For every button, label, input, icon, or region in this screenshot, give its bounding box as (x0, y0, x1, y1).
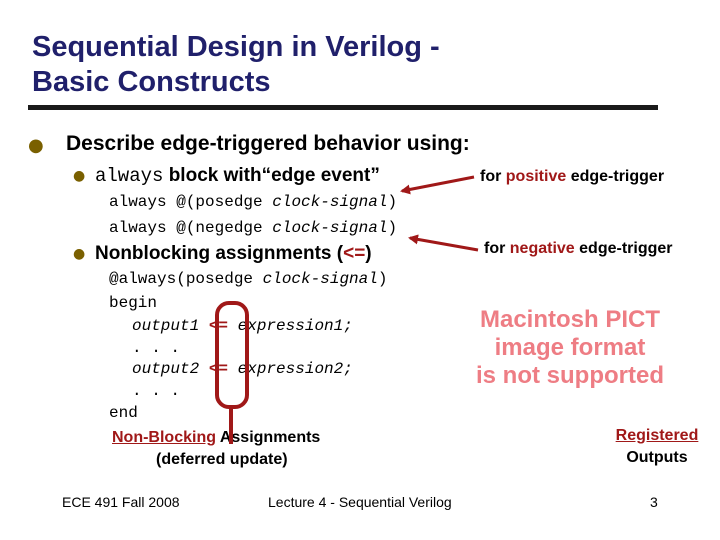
code-block-ellipsis-1: . . . (132, 339, 181, 357)
code-operator: <= (208, 317, 229, 335)
footer-lecture: Lecture 4 - Sequential Verilog (268, 494, 452, 510)
bullet-icon: ● (28, 135, 44, 156)
title-line-1: Sequential Design in Verilog - (32, 31, 440, 63)
bullet-describe: Describe edge-triggered behavior using: (66, 132, 470, 155)
note-highlight: negative (509, 240, 575, 257)
code-italic: output2 (132, 360, 200, 378)
nonblocking-underlined: Non-Blocking (112, 429, 216, 446)
code-text: ) (387, 219, 398, 237)
operator-highlight-oval (217, 303, 247, 407)
nonblocking-rest: Assignments (216, 429, 321, 446)
code-italic: expression2; (237, 360, 353, 378)
code-block-ellipsis-2: . . . (132, 382, 181, 400)
nonblocking-text: Nonblocking assignments ( (95, 243, 344, 264)
code-text: ) (377, 270, 388, 288)
code-italic: clock-signal (272, 193, 388, 211)
code-block-begin: begin (109, 294, 158, 312)
nonblocking-operator: <= (343, 243, 366, 264)
code-operator: <= (208, 360, 229, 378)
code-italic: expression1; (237, 317, 353, 335)
nonblocking-text: ) (365, 243, 372, 264)
pict-line: is not supported (476, 362, 664, 389)
code-text: always @(negedge (109, 219, 273, 237)
always-keyword: always (95, 165, 164, 187)
code-text: @always(posedge (109, 270, 263, 288)
code-text: ) (387, 193, 398, 211)
arrow-negative-edge (410, 238, 478, 250)
footer-course: ECE 491 Fall 2008 (62, 494, 180, 510)
deferred-update-label: (deferred update) (156, 451, 288, 468)
code-italic: clock-signal (272, 219, 388, 237)
code-italic: output1 (132, 317, 200, 335)
pict-line: image format (494, 334, 646, 361)
footer-page-number: 3 (650, 494, 658, 510)
code-italic: clock-signal (262, 270, 378, 288)
note-text: edge-trigger (566, 168, 665, 185)
registered-word: Registered (615, 427, 699, 444)
outputs-word: Outputs (626, 449, 688, 466)
note-text: edge-trigger (574, 240, 673, 257)
pict-line: Macintosh PICT (479, 306, 660, 333)
code-text: always @(posedge (109, 193, 273, 211)
note-text: for (480, 168, 506, 185)
sub-bullet-icon: ● (73, 246, 86, 262)
arrow-positive-edge (402, 177, 474, 191)
title-line-2: Basic Constructs (32, 66, 271, 98)
note-highlight: positive (505, 168, 567, 185)
note-text: for (484, 240, 510, 257)
always-block-text: block with“edge event” (163, 165, 380, 186)
code-block-end: end (109, 404, 138, 422)
sub-bullet-icon: ● (73, 168, 86, 184)
